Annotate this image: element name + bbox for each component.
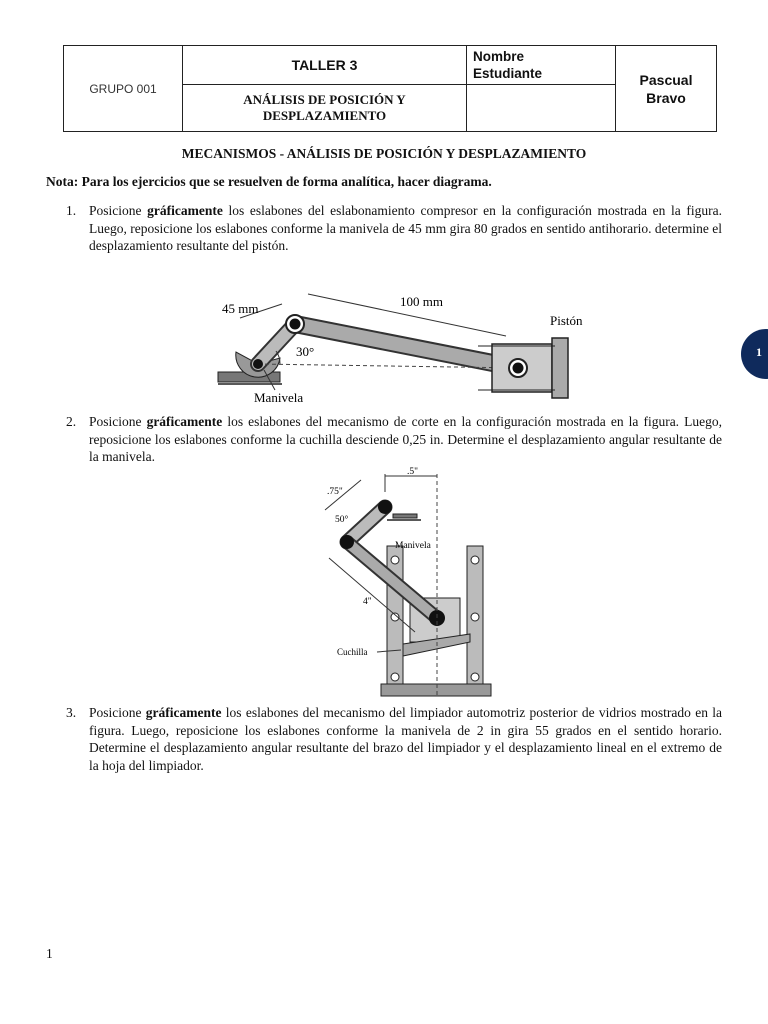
post-hole bbox=[471, 613, 479, 621]
cutting-mechanism-figure bbox=[315, 462, 500, 702]
group-cell: GRUPO 001 bbox=[64, 46, 183, 132]
workshop-topic-line1: ANÁLISIS DE POSICIÓN Y bbox=[243, 92, 406, 107]
crank-length-label: 45 mm bbox=[222, 301, 259, 316]
angle-label: 30° bbox=[296, 344, 315, 359]
exercise-bold: gráficamente bbox=[146, 414, 223, 429]
crank-rod-pin bbox=[340, 535, 354, 549]
note: Nota: Para los ejercicios que se resuelven de forma analítica, hacer diagrama. bbox=[46, 174, 492, 189]
exercise-number: 2. bbox=[66, 414, 77, 429]
post-hole bbox=[391, 556, 399, 564]
piston-head bbox=[552, 338, 568, 398]
crank-label: Manivela bbox=[395, 541, 431, 551]
post-hole bbox=[471, 673, 479, 681]
rod-length-label: 100 mm bbox=[400, 294, 443, 309]
exercise-bold: gráficamente bbox=[145, 705, 222, 720]
institution-line2: Bravo bbox=[646, 89, 686, 106]
footer-page-number: 1 bbox=[46, 946, 53, 961]
post-hole bbox=[471, 556, 479, 564]
exercise-text bbox=[89, 202, 722, 255]
student-name-field[interactable] bbox=[467, 85, 616, 132]
workshop-topic-line2: DESPLAZAMIENTO bbox=[262, 108, 387, 123]
exercise-text bbox=[89, 704, 722, 774]
institution-cell bbox=[616, 46, 717, 132]
angle-label: 50° bbox=[335, 515, 349, 525]
institution-line1: Pascual bbox=[639, 71, 693, 88]
blade-label: Cuchilla bbox=[337, 647, 368, 657]
exercise-number: 3. bbox=[66, 705, 77, 720]
header-table bbox=[63, 45, 717, 132]
crank-pivot-pin bbox=[378, 500, 392, 514]
student-name-label-line2: Estudiante bbox=[473, 66, 543, 81]
machine-base bbox=[381, 684, 491, 696]
page-badge bbox=[741, 329, 768, 379]
crank-length-label: .75" bbox=[327, 487, 343, 497]
offset-label: .5" bbox=[407, 467, 419, 477]
piston-label: Pistón bbox=[550, 313, 583, 328]
exercise-number: 1. bbox=[66, 203, 77, 218]
workshop-title-cell: TALLER 3 bbox=[183, 46, 467, 85]
page-badge-number: 1 bbox=[756, 345, 762, 359]
student-name-label-cell bbox=[467, 46, 616, 85]
exercise-2 bbox=[66, 413, 722, 466]
document-title: MECANISMOS - ANÁLISIS DE POSICIÓN Y DESPLAZAMIENTO bbox=[181, 146, 587, 161]
post-hole bbox=[391, 673, 399, 681]
student-name-label-line1: Nombre bbox=[473, 49, 525, 64]
exercise-1 bbox=[66, 202, 722, 255]
exercise-text bbox=[89, 413, 722, 466]
exercise-rest: los eslabones del mecanismo del limpiador automotriz posterior de vidrios mostrado en la figura. Luego, reposicione los eslabones conforme la manivela de 2 in gira 55 grados en el sentido horario. Determine el desplazamiento angular resultante del brazo del limpiador y el desplazamiento lineal en el extremo de la hoja del limpiador. bbox=[89, 705, 722, 773]
crank-pivot-pin bbox=[253, 359, 263, 369]
crank-rod-pin bbox=[290, 319, 301, 330]
exercise-lead: Posicione bbox=[89, 203, 148, 218]
rod-length-label: 4" bbox=[363, 597, 372, 607]
compressor-linkage-figure bbox=[210, 280, 610, 408]
exercise-rest: los eslabones del eslabonamiento compresor en la configuración mostrada en la figura. Luego, reposicione los eslabones conforme la manivela de 45 mm gira 80 grados en sentido antihorario. determine el desplazamiento resultante del pistón. bbox=[89, 203, 722, 253]
crank-support bbox=[393, 514, 417, 518]
crank-arm-fill bbox=[347, 507, 385, 542]
piston-pin bbox=[513, 363, 524, 374]
workshop-topic-cell bbox=[183, 85, 467, 132]
exercise-rest: los eslabones del mecanismo de corte en la configuración mostrada en la figura. Luego, reposicione los eslabones conforme la cuchilla desciende 0,25 in. Determine el desplazamiento angular resultante de la manivela. bbox=[89, 414, 722, 464]
exercise-3 bbox=[66, 704, 722, 774]
crank-label: Manivela bbox=[254, 390, 304, 405]
exercise-lead: Posicione bbox=[89, 414, 147, 429]
exercise-lead: Posicione bbox=[89, 705, 146, 720]
exercise-bold: gráficamente bbox=[147, 203, 223, 218]
